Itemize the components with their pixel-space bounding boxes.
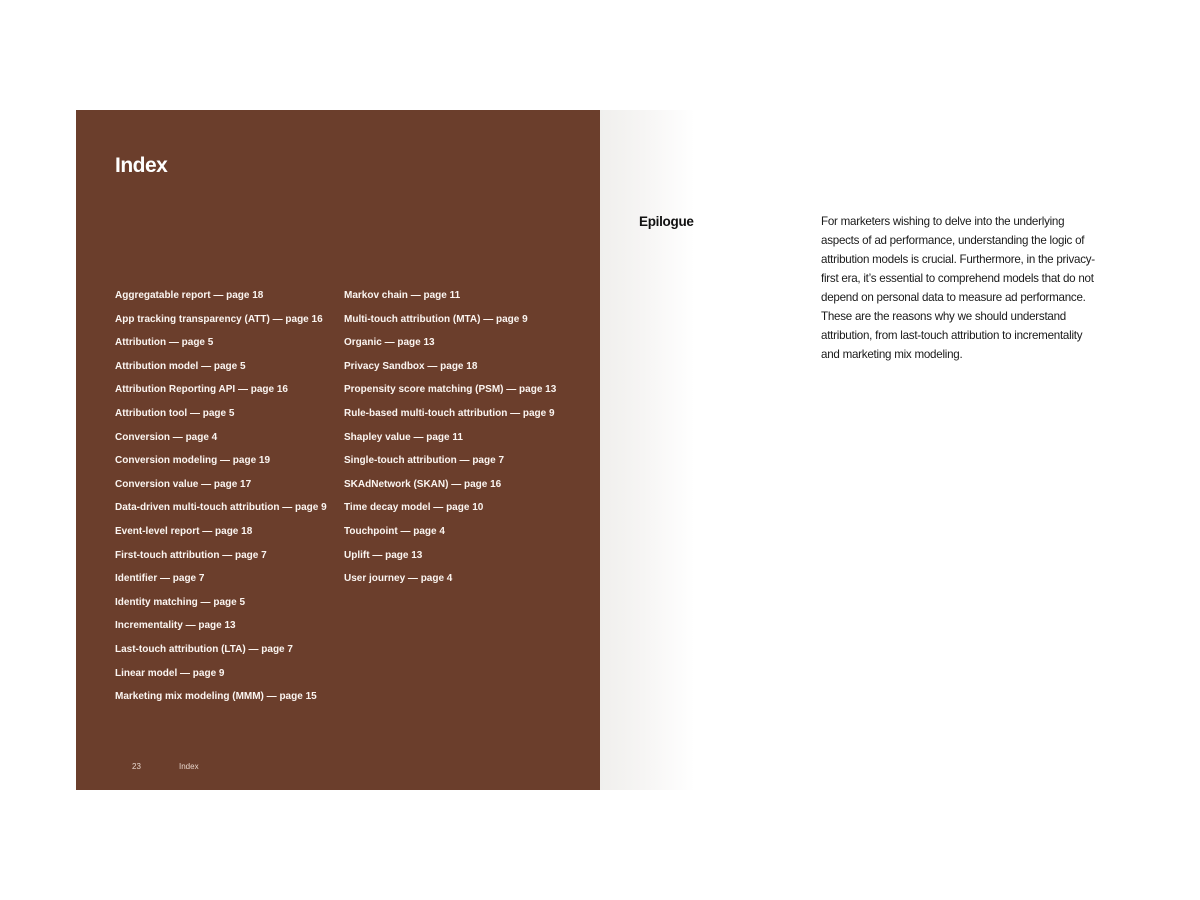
index-entry: SKAdNetwork (SKAN) — page 16: [344, 478, 502, 490]
index-entry: User journey — page 4: [344, 573, 453, 585]
section-heading: Epilogue: [639, 214, 694, 229]
index-entry: Privacy Sandbox — page 18: [344, 360, 478, 372]
index-entry: Identifier — page 7: [115, 573, 205, 585]
index-entry: Linear model — page 9: [115, 667, 225, 679]
index-entry: Attribution model — page 5: [115, 360, 246, 372]
index-entry: Conversion value — page 17: [115, 478, 252, 490]
index-column-1: [115, 284, 340, 709]
index-page: [76, 110, 600, 790]
index-entry: Event-level report — page 18: [115, 525, 253, 537]
index-entry: App tracking transparency (ATT) — page 16: [115, 313, 323, 325]
index-entry: Multi-touch attribution (MTA) — page 9: [344, 313, 528, 325]
page-title: Index: [115, 154, 168, 177]
page-gutter: [600, 110, 695, 790]
index-entry: Aggregatable report — page 18: [115, 290, 264, 301]
index-entry: Attribution tool — page 5: [115, 407, 235, 419]
index-entry: Propensity score matching (PSM) — page 13: [344, 384, 557, 396]
index-entry: Incrementality — page 13: [115, 620, 236, 632]
index-entry: Touchpoint — page 4: [344, 525, 445, 537]
index-entry: Conversion modeling — page 19: [115, 455, 271, 467]
index-entry: Identity matching — page 5: [115, 596, 246, 608]
index-entry: First-touch attribution — page 7: [115, 549, 267, 561]
footer-section-label: Index: [179, 762, 199, 771]
index-entry: Uplift — page 13: [344, 549, 423, 561]
index-entry: Attribution — page 5: [115, 337, 214, 349]
index-entry: Time decay model — page 10: [344, 502, 484, 514]
index-column-2: [344, 284, 594, 591]
index-entry: Attribution Reporting API — page 16: [115, 384, 288, 396]
index-entry: Marketing mix modeling (MMM) — page 15: [115, 691, 317, 703]
page-number: 23: [132, 762, 141, 771]
index-entry: Data-driven multi-touch attribution — page 9: [115, 502, 327, 514]
index-entry: Single-touch attribution — page 7: [344, 455, 504, 467]
index-entry: Rule-based multi-touch attribution — page 9: [344, 407, 555, 419]
epilogue-body-text: For marketers wishing to delve into the underlying aspects of ad performance, understanding the logic of attribution models is crucial. Furthermore, in the privacy-first era, it’s essential to comprehend models that do not depend on personal data to measure ad performance. These are the reasons why we should understand attribution, from last-touch attribution to incrementality and marketing mix modeling.: [821, 215, 1095, 361]
index-entry: Shapley value — page 11: [344, 431, 463, 443]
index-entry: Last-touch attribution (LTA) — page 7: [115, 643, 293, 655]
index-entry: Conversion — page 4: [115, 431, 218, 443]
index-entry: Organic — page 13: [344, 337, 435, 349]
index-entry: Markov chain — page 11: [344, 290, 461, 301]
